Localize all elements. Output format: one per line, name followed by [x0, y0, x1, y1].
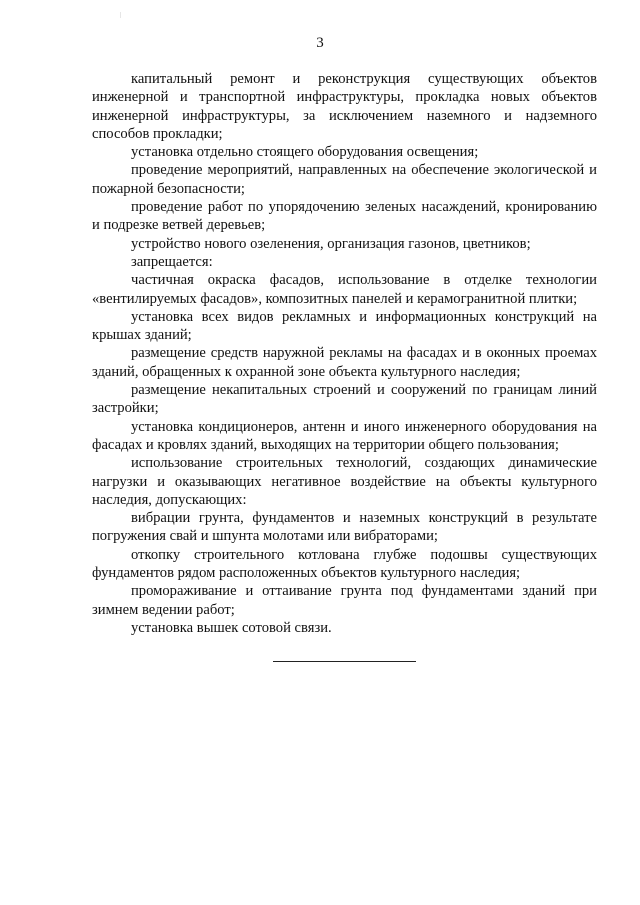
paragraph: размещение некапитальных строений и сооружений по границам линий застройки; [92, 382, 597, 417]
paragraph: проведение мероприятий, направленных на обеспечение экологической и пожарной безопасности; [92, 162, 597, 197]
section-heading-prohibited: запрещается: [131, 253, 213, 270]
paragraph: проведение работ по упорядочению зеленых насаждений, кронированию и подрезке ветвей деревьев; [92, 199, 597, 234]
paragraph: частичная окраска фасадов, использование в отделке технологии «вентилируемых фасадов», композитных панелей и керамогранитной плитки; [92, 272, 597, 307]
document-body [92, 70, 597, 637]
paragraph: откопку строительного котлована глубже подошвы существующих фундаментов рядом расположенных объектов культурного наследия; [92, 546, 597, 582]
paragraph: использование строительных технологий, создающих динамические нагрузки и оказывающих негативное воздействие на объекты культурного наследия, допускающих: [92, 455, 597, 508]
paragraph: установка всех видов рекламных и информационных конструкций на крышах зданий; [92, 308, 597, 344]
paragraph: размещение средств наружной рекламы на фасадах и в оконных проемах зданий, обращенных к охранной зоне объекта культурного наследия; [92, 345, 597, 380]
scan-artifact [120, 12, 121, 18]
paragraph: установка кондиционеров, антенн и иного инженерного оборудования на фасадах и кровлях зданий, выходящих на территории общего пользования; [92, 418, 597, 453]
paragraph: капитальный ремонт и реконструкция существующих объектов инженерной и транспортной инфраструктуры, прокладка новых объектов инженерной инфраструктуры, за исключением наземного и надземного способов прокладки; [92, 71, 597, 142]
paragraph: промораживание и оттаивание грунта под фундаментами зданий при зимнем ведении работ; [92, 583, 597, 618]
page-number: 3 [316, 35, 324, 51]
paragraph: установка отдельно стоящего оборудования освещения; [131, 144, 479, 161]
paragraph: вибрации грунта, фундаментов и наземных конструкций в результате погружения свай и шпунта молотами или вибраторами; [92, 510, 597, 545]
paragraph: устройство нового озеленения, организация газонов, цветников; [131, 235, 531, 252]
paragraph: установка вышек сотовой связи. [131, 619, 332, 636]
closing-rule-divider [273, 661, 416, 662]
